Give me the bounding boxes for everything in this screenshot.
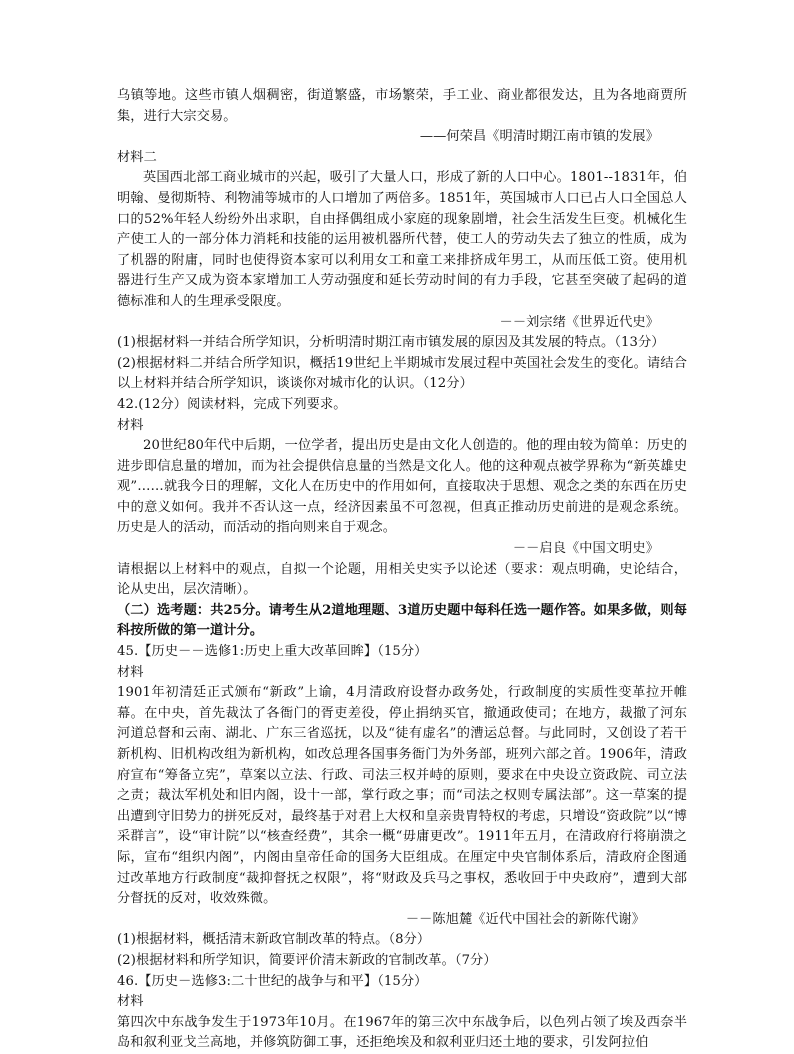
- material-1-continuation: 乌镇等地。这些市镇人烟稠密，街道繁盛，市场繁荣，手工业、商业都很发达，且为各地商贾所集，进行大宗交易。: [117, 88, 687, 124]
- material-2-source: －－刘宗绪《世界近代史》: [499, 314, 659, 330]
- question-45-material-text: 1901年初清廷正式颁布“新政”上谕，4月清政府设督办政务处，行政制度的实质性变革拉开帷幕。在中央，首先裁汰了各衙门的胥吏差役，停止捐纳买官，撤通政使司；在地方，裁撤了河东河道总督和云南、湖北、广东三省巡抚，以及“徒有虚名”的漕运总督。与此同时，又创设了若干新机构、旧机构改组为新机构，如改总理各国事务衙门为外务部，班列六部之首。1906年，清政府宣布“筹备立宪”，草案以立法、行政、司法三权并峙的原则，要求在中央设立资政院、司立法之责；裁汰军机处和旧内阁，设十一部，掌行政之事；而“司法之权则专属法部”。这一草案的提出遭到守旧势力的拼死反对，最终基于对君上大权和皇亲贵胄特权的考虑，只增设“资政院”以“博采群言”，设“审计院”以“核查经费”，其余一概“毋庸更改”。1911年五月，在清政府行将崩溃之际，宣布“组织内阁”，内阁由皇帝任命的国务大臣组成。在厘定中央官制体系后，清政府企图通过改革地方行政制度“裁抑督抚之权限”，将“财政及兵马之事权，悉收回于中央政府”，遭到大部分督抚的反对，收效殊微。: [117, 685, 687, 907]
- question-42-requirement: 请根据以上材料中的观点，自拟一个论题，用相关史实予以论述（要求：观点明确，史论结合，论从史出，层次清晰）。: [117, 561, 687, 598]
- material-2-label: 材料二: [117, 149, 157, 165]
- question-41-1: (1)根据材料一并结合所学知识，分析明清时期江南市镇发展的原因及其发展的特点。（13分）: [117, 335, 665, 351]
- question-45-heading: 45.【历史－－选修1:历史上重大改革回眸】（15分）: [117, 644, 428, 660]
- question-46-material-label: 材料: [117, 994, 144, 1010]
- exam-page: [117, 86, 687, 1054]
- question-46-material-text: 第四次中东战争发生于1973年10月。在1967年的第三次中东战争后，以色列占领了埃及西奈半岛和叙利亚戈兰高地，并修筑防御工事，还拒绝埃及和叙利亚归还土地的要求，引发阿拉伯: [117, 1014, 687, 1051]
- question-45-source: －－陈旭麓《近代中国社会的新陈代谢》: [405, 911, 645, 927]
- question-45-1: (1)根据材料，概括清末新政官制改革的特点。（8分）: [117, 932, 431, 948]
- material-1-source: ——何荣昌《明清时期江南市镇的发展》: [419, 129, 659, 145]
- question-41-2: (2)根据材料二并结合所学知识，概括19世纪上半期城市发展过程中英国社会发生的变化。请结合以上材料并结合所学知识，谈谈你对城市化的认识。（12分）: [117, 355, 687, 392]
- question-45-material-label: 材料: [117, 664, 144, 680]
- question-45-2: (2)根据材料和所学知识，简要评价清末新政的官制改革。（7分）: [117, 952, 497, 968]
- question-46-heading: 46.【历史－选修3:二十世纪的战争与和平】（15分）: [117, 973, 428, 989]
- material-2-text: 英国西北部工商业城市的兴起，吸引了大量人口，形成了新的人口中心。1801--1831年，伯明翰、曼彻斯特、利物浦等城市的人口增加了两倍多。1851年，英国城市人口已占人口全国总人口的52%年轻人纷纷外出求职，自由择偶组成小家庭的现象剧增，社会生活发生巨变。机械化生产使工人的一部分体力消耗和技能的运用被机器所代替，使工人的劳动失去了独立的性质，成为了机器的附庸，同时也使得资本家可以利用女工和童工来排挤成年男工，从而压低工资。使用机器进行生产又成为资本家增加工人劳动强度和延长劳动时间的有力手段，它甚至突破了起码的道德标准和人的生理承受限度。: [117, 170, 687, 309]
- question-42-source: －－启良《中国文明史》: [512, 541, 659, 557]
- elective-section-heading: （二）选考题：共25分。请考生从2道地理题、3道历史题中每科任选一题作答。如果多做，则每科按所做的第一道计分。: [117, 602, 687, 639]
- question-42-material-label: 材料: [117, 417, 144, 433]
- question-42-heading: 42.(12分）阅读材料，完成下列要求。: [117, 396, 347, 412]
- question-42-material-text: 20世纪80年代中后期，一位学者，提出历史是由文化人创造的。他的理由较为简单：历史的进步即信息量的增加，而为社会提供信息量的当然是文化人。他的这种观点被学界称为“新英雄史观”……就我今日的理解，文化人在历史中的作用如何，直接取决于思想、观念之类的东西在历史中的意义如何。我并不否认这一点，经济因素虽不可忽视，但真正推动历史前进的是观念系统。历史是人的活动，而活动的指向则来自于观念。: [117, 438, 687, 536]
